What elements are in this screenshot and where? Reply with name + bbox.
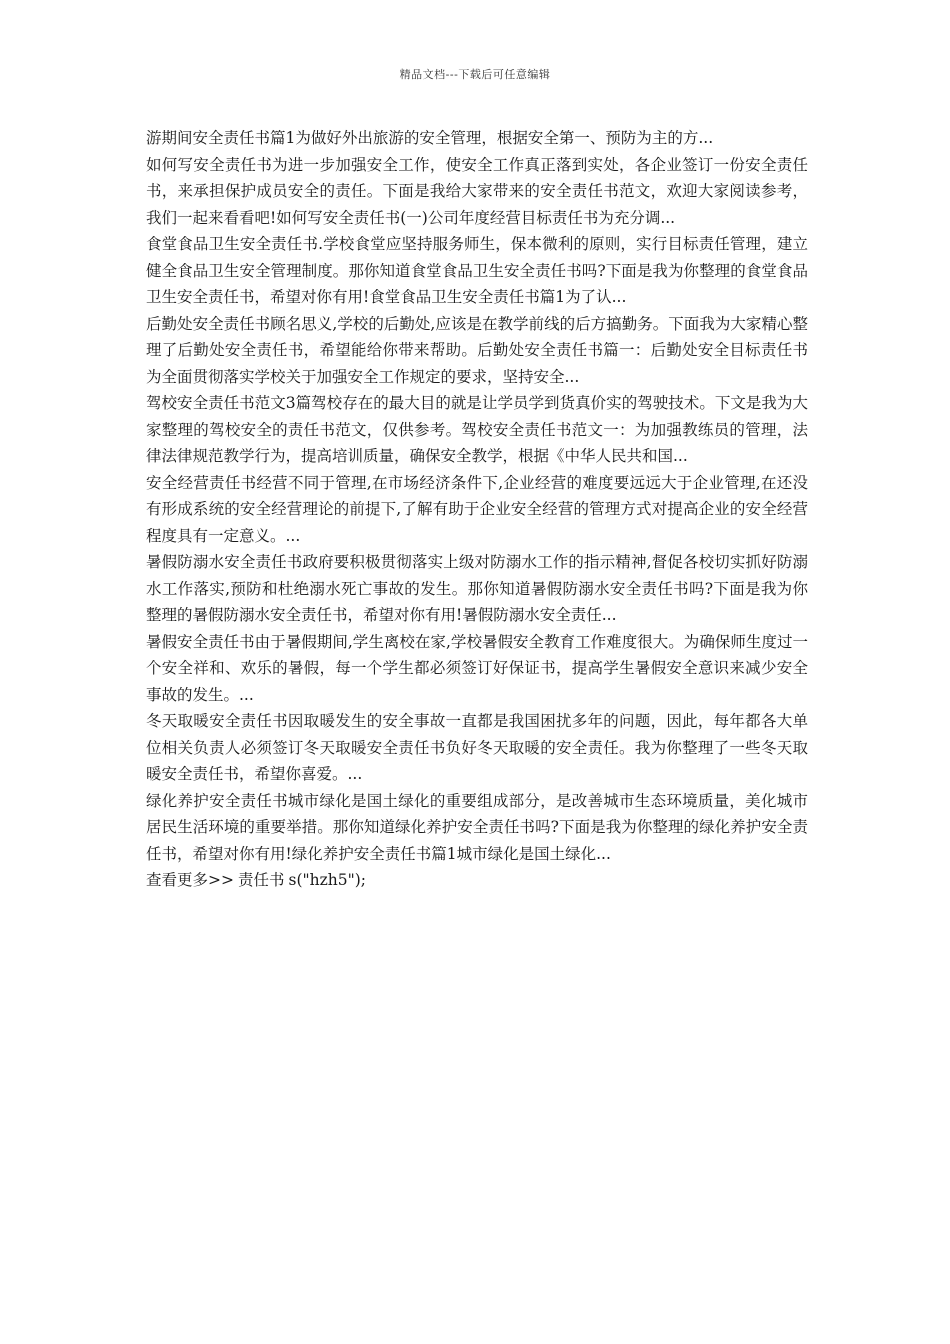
paragraph-3: 食堂食品卫生安全责任书.学校食堂应坚持服务师生，保本微利的原则，实行目标责任管理，建立健全食品卫生安全管理制度。那你知道食堂食品卫生安全责任书吗?下面是我为你整理的食堂食品卫生安全责任书，希望对你有用!食堂食品卫生安全责任书篇1为了认... [146,235,808,306]
paragraph-4: 后勤处安全责任书顾名思义,学校的后勤处,应该是在教学前线的后方搞勤务。下面我为大家精心整理了后勤处安全责任书，希望能给你带来帮助。后勤处安全责任书篇一：后勤处安全目标责任书为全面贯彻落实学校关于加强安全工作规定的要求，坚持安全... [146,314,808,386]
paragraph-6: 安全经营责任书经营不同于管理,在市场经济条件下,企业经营的难度要远远大于企业管理,在还没有形成系统的安全经营理论的前提下,了解有助于企业安全经营的管理方式对提高企业的安全经营程度具有一定意义。... [146,473,808,545]
paragraph-2: 如何写安全责任书为进一步加强安全工作，使安全工作真正落到实处，各企业签订一份安全责任书，来承担保护成员安全的责任。下面是我给大家带来的安全责任书范文，欢迎大家阅读参考，我们一起来看看吧!如何写安全责任书(一)公司年度经营目标责任书为充分调... [146,155,808,227]
more-code: s("hzh5"); [288,871,367,889]
paragraph-10: 绿化养护安全责任书城市绿化是国土绿化的重要组成部分，是改善城市生态环境质量，美化城市居民生活环境的重要举措。那你知道绿化养护安全责任书吗?下面是我为你整理的绿化养护安全责任书，希望对你有用!绿化养护安全责任书篇1城市绿化是国土绿化... [146,791,808,863]
more-tag: 责任书 [237,871,285,889]
page-header: 精品文档---下载后可任意编辑 [399,68,551,81]
paragraph-8: 暑假安全责任书由于暑假期间,学生离校在家,学校暑假安全教育工作难度很大。为确保师生度过一个安全祥和、欢乐的暑假，每一个学生都必须签订好保证书，提高学生暑假安全意识来减少安全事故的发生。... [146,632,808,704]
paragraph-5: 驾校安全责任书范文3篇驾校存在的最大目的就是让学员学到货真价实的驾驶技术。下文是我为大家整理的驾校安全的责任书范文，仅供参考。驾校安全责任书范文一：为加强教练员的管理，法律法律规范教学行为，提高培训质量，确保安全教学，根据《中华人民共和国... [146,394,808,465]
paragraph-1: 游期间安全责任书篇1为做好外出旅游的安全管理，根据安全第一、预防为主的方... [146,129,714,147]
more-link[interactable]: 查看更多>> [146,871,234,889]
paragraph-7: 暑假防溺水安全责任书政府要积极贯彻落实上级对防溺水工作的指示精神,督促各校切实抓好防溺水工作落实,预防和杜绝溺水死亡事故的发生。那你知道暑假防溺水安全责任书吗?下面是我为你整理的暑假防溺水安全责任书，希望对你有用!暑假防溺水安全责任... [146,553,808,624]
paragraph-9: 冬天取暖安全责任书因取暖发生的安全事故一直都是我国困扰多年的问题，因此，每年都各大单位相关负责人必须签订冬天取暖安全责任书负好冬天取暖的安全责任。我为你整理了一些冬天取暖安全责任书，希望你喜爱。... [146,712,808,783]
document-body [146,125,808,894]
more-line [146,867,808,894]
